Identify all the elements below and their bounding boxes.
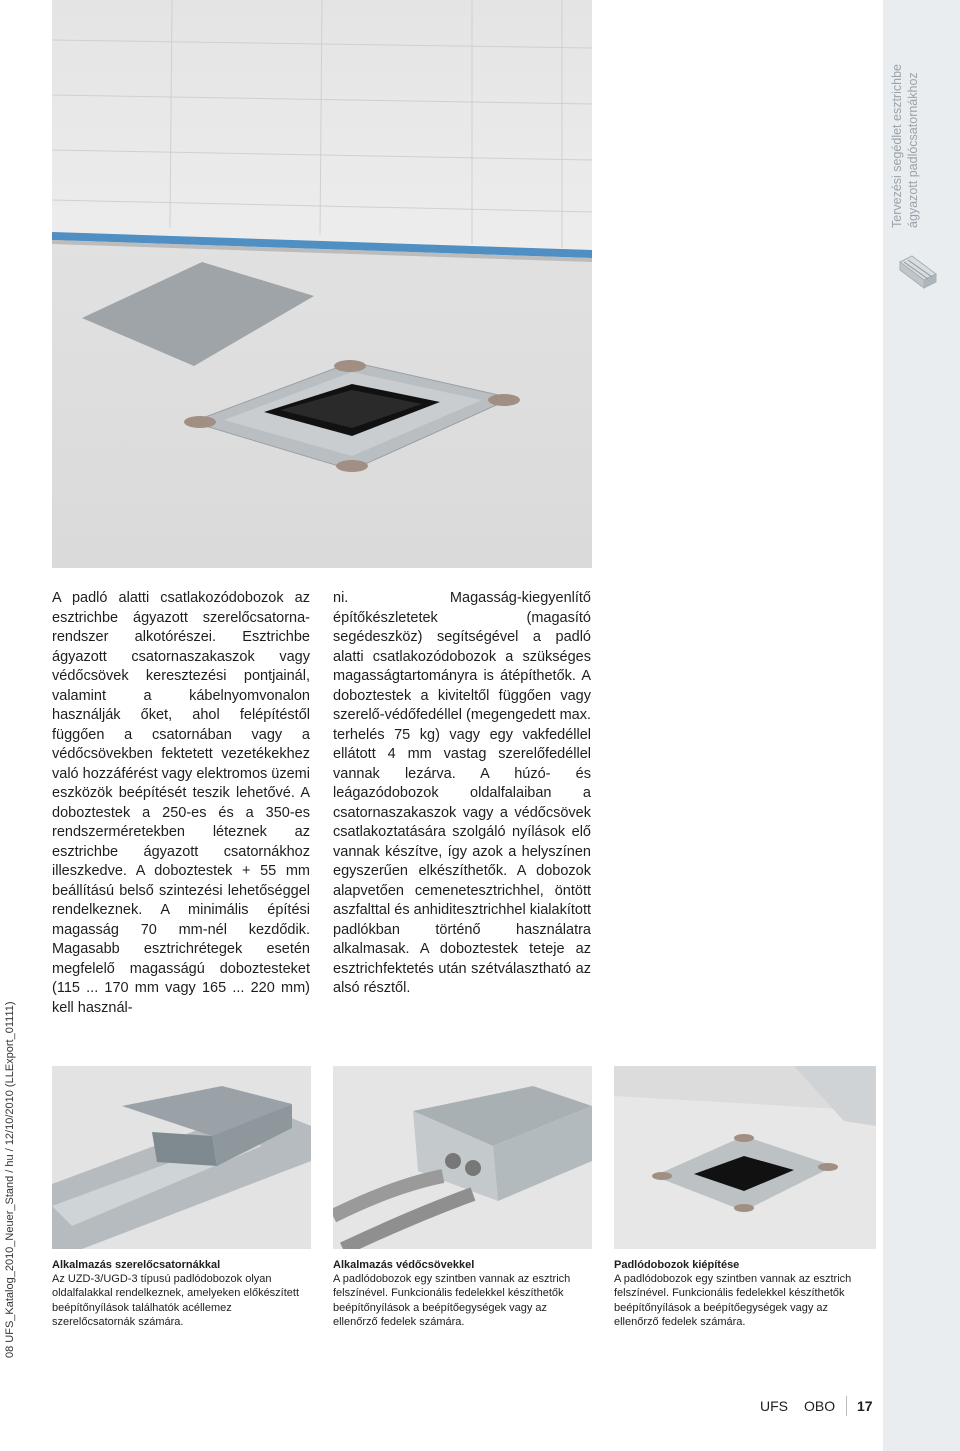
footer-brand-ufs: UFS	[760, 1398, 788, 1414]
photo-box-with-conduits	[333, 1066, 592, 1249]
caption-2-text: A padlódobozok egy szintben vannak az esztrich felszínével. Funkcionális fedelekkel készíthetők beépítőnyílások a beépítőegységek vagy az ellenőrző fedelek számára.	[333, 1273, 571, 1328]
side-label-line2: ágyazott padlócsatornákhoz	[906, 72, 920, 228]
caption-2-title: Alkalmazás védőcsövekkel	[333, 1259, 475, 1271]
caption-3-text: A padlódobozok egy szintben vannak az esztrich felszínével. Funkcionális fedelekkel készíthetők beépítőnyílások a beépítőegységek vagy az ellenőrző fedelek számára.	[614, 1273, 852, 1328]
print-slug: 08 UFS_Katalog_2010_Neuer_Stand / hu / 12/10/2010 (LLExport_01111)	[4, 1001, 16, 1358]
side-section-label	[889, 64, 921, 228]
caption-3-title: Padlódobozok kiépítése	[614, 1259, 740, 1271]
hero-photo-floor-box	[52, 0, 592, 568]
photo-installed-floor-box	[614, 1066, 876, 1249]
caption-1-title: Alkalmazás szerelőcsatornákkal	[52, 1259, 221, 1271]
body-text-column-2: ni. Magasság-kiegyenlítő építőkészletetek (magasító segédeszköz) segítségével a padló alatti csatlakozódobozok a szükséges magasságtartományra is átépíthetők. A doboztestek a kiviteltől függően vagy szerelő-védőfedéllel (megengedett max. terhelés 75 kg) vagy egy vakfedéllel ellátott 4 mm vastag szerelőfedéllel vannak lezárva. A húzó- és leágazódobozok oldalfalaiban a csatornaszakaszok vagy a védőcsövek csatlakoztatására szolgáló nyílások elő vannak készítve, így azok a helyszínen egyszerűen elkészíthetők. A dobozok alapvetően cemenetesztrichhel, öntött aszfalttal és anhiditesztrichhel kialakított padlókban történő használatra alkalmasak. A doboztestek teteje az esztrichfektetés után szétválasztható az alsó résztől.	[333, 590, 591, 996]
body-text-column-1: A padló alatti csatlakozódobozok az esztrichbe ágyazott szerelőcsatorna-rendszer alkotórészei. Esztrichbe ágyazott csatornaszakaszok vagy védőcsövek keresztezési pontjainál, valamint a kábelnyomvonalon használják őket, ahol felépítéstől függően a csatornában vagy a védőcsövekben fektetett vezetékekhez való hozzáférést vagy elektromos üzemi eszközök beépítését teszik lehetővé. A doboztestek a 250-es és a 350-es rendszerméretekben léteznek az esztrichbe ágyazott csatornákhoz illeszkedve. A doboztestek + 55 mm beállítású belső szintezési lehetőséggel rendelkeznek. A minimális építési magasság 70 mm-nél kezdődik. Magasabb esztrichrétegek esetén megfelelő magasságú doboztesteket (115 ... 170 mm vagy 165 ... 220 mm) kell használ-	[52, 590, 310, 1016]
photo-box-with-channels	[52, 1066, 311, 1249]
page-number: 17	[857, 1398, 873, 1414]
footer-divider	[846, 1396, 847, 1416]
caption-1	[52, 1258, 308, 1329]
footer-brand-obo: OBO	[804, 1398, 836, 1414]
caption-1-text: Az UZD-3/UGD-3 típusú padlódobozok olyan oldalfalakkal rendelkeznek, amelyeken előkészített beépítőnyílások találhatók acéllemez szerelőcsatornák számára.	[52, 1273, 300, 1328]
channel-icon	[898, 252, 940, 294]
caption-2	[333, 1258, 589, 1329]
caption-3	[614, 1258, 870, 1329]
side-label-line1: Tervezési segédlet esztrichbe	[890, 64, 904, 228]
